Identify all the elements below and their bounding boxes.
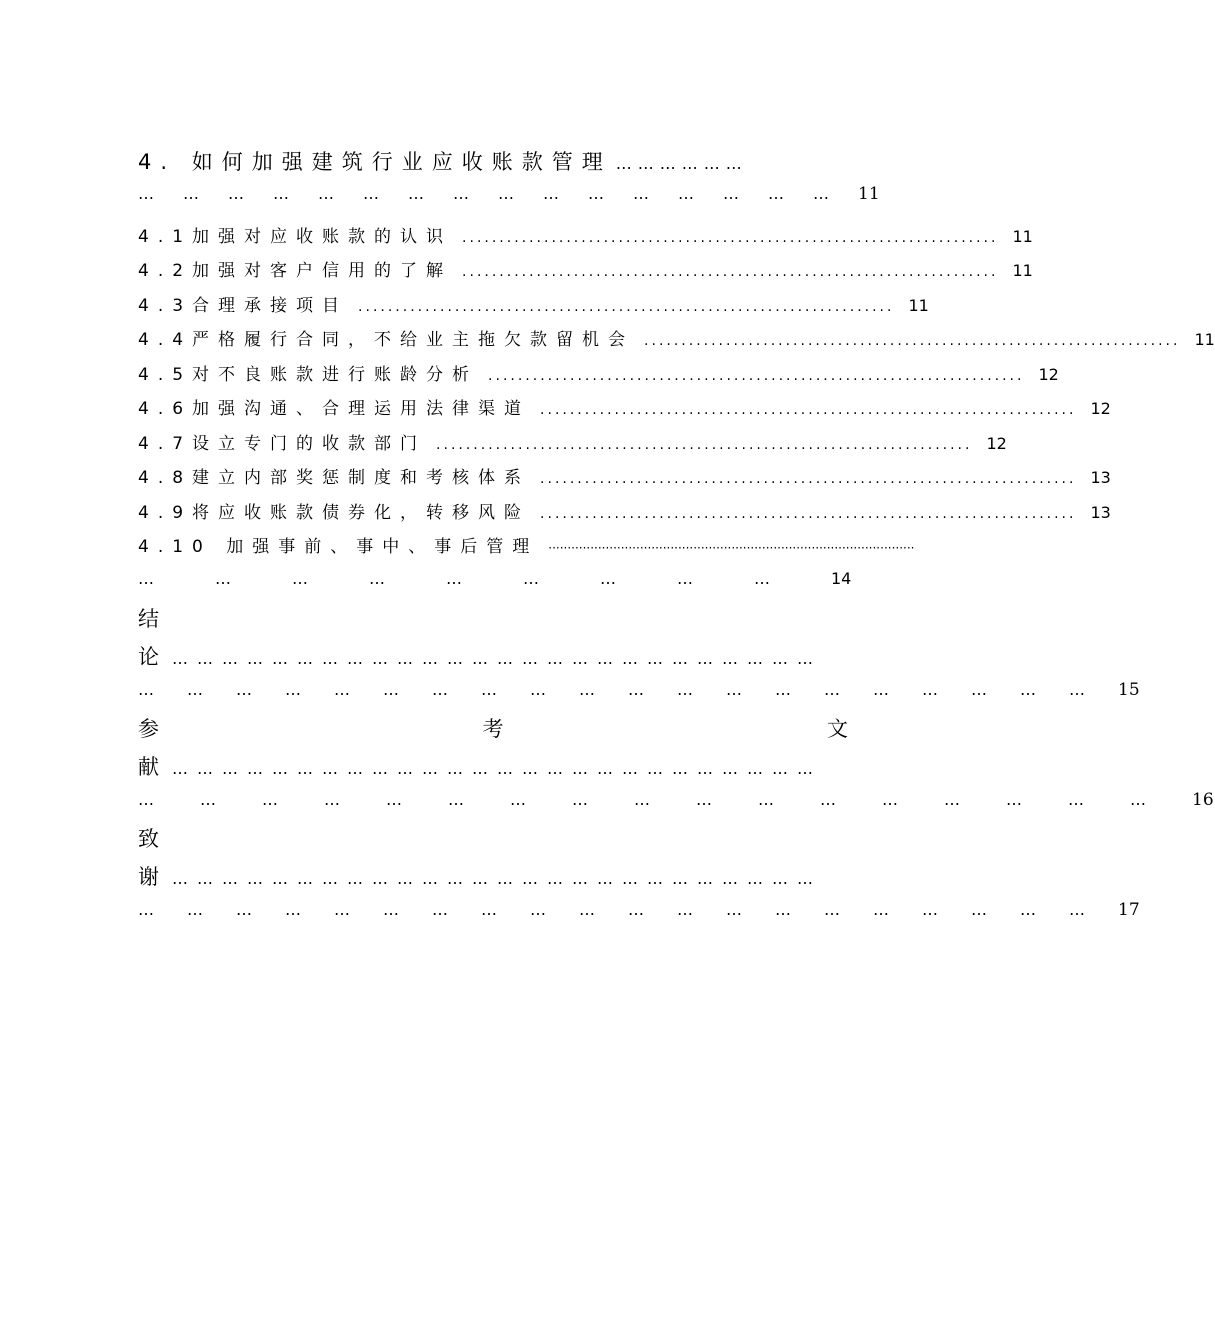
toc-leader: …………………………………………………………………… [172,869,822,888]
toc-page-number: 17 [1118,900,1140,920]
toc-leader: ........................................................................ [540,506,1077,522]
toc-conclusion-line2 [138,641,848,671]
toc-item-4-5 [138,360,1059,385]
toc-leader: ........................................................................ [540,402,1077,418]
toc-leader: ........................................................................ [358,299,895,315]
toc-leader: ……………………… [138,569,831,588]
toc-item-label: 4.2加强对客户信用的了解 [138,261,453,281]
toc-page-number: 16 [1192,790,1214,810]
toc-item-4-3 [138,291,929,316]
toc-leader: ........................................................................ [488,368,1025,384]
toc-page-number: 13 [1090,468,1111,487]
toc-item-4-6 [138,394,1111,419]
toc-item-label: 4.8建立内部奖惩制度和考核体系 [138,468,531,488]
toc-item-label: 4.7设立专门的收款部门 [138,434,427,454]
toc-references-char4: 献 [138,755,168,779]
toc-leader: ........................................................................ [644,333,1181,349]
toc-thanks-line3 [138,900,1140,920]
toc-chapter-4-title: 4. 如何加强建筑行业应收账款管理 [138,150,612,174]
toc-thanks-char1: 致 [138,827,168,851]
toc-references-line2 [138,751,848,781]
toc-references-char2: 考 [482,717,513,741]
toc-item-4-4 [138,325,1215,350]
toc-item-4-10-line1 [138,532,915,557]
toc-leader: ........................................................................ [462,264,999,280]
toc-thanks-char2: 谢 [138,865,168,889]
toc-references-line1 [138,713,848,743]
toc-page-number: 12 [986,434,1007,453]
toc-conclusion-line3 [138,680,1140,700]
toc-leader: ………………………………………… [138,184,858,203]
toc-page-number: 11 [1012,227,1033,246]
toc-item-label: 4.4严格履行合同，不给业主拖欠款留机会 [138,330,635,350]
toc-chapter-4-line1 [138,146,848,176]
toc-leader: ........................................................................ [436,437,973,453]
toc-item-label: 4.10 加强事前、事中、事后管理 [138,537,539,557]
toc-thanks-line2 [138,861,848,891]
toc-page-number: 12 [1038,365,1059,384]
toc-leader: ........................................................................ [540,471,1077,487]
toc-leader: …………………………………………………… [138,900,1118,919]
toc-leader: ........................................................................ [462,230,999,246]
toc-page-number: 14 [831,569,852,588]
toc-page-number: 11 [1194,330,1215,349]
toc-item-4-8 [138,463,1111,488]
toc-leader: …………………………………………………… [138,680,1118,699]
toc-item-4-10-line2 [138,569,852,588]
toc-item-label: 4.1加强对应收账款的认识 [138,227,453,247]
toc-conclusion-line1 [138,603,848,633]
toc-leader: …………………………………………… [138,790,1192,809]
toc-item-label: 4.9将应收账款债券化，转移风险 [138,503,531,523]
toc-chapter-4-trail: ……………… [615,154,748,173]
toc-page-number: 11 [908,296,929,315]
toc-conclusion-char1: 结 [138,607,168,631]
toc-leader: …………………………………………………………………… [172,649,822,668]
toc-references-char1: 参 [138,717,168,741]
toc-references-line3 [138,790,1214,810]
toc-item-4-2 [138,256,1033,281]
toc-chapter-4-line2 [138,184,880,204]
toc-page-number: 12 [1090,399,1111,418]
toc-leader: ································································································ [548,541,915,555]
toc-page-number: 13 [1090,503,1111,522]
toc-page-number: 11 [1012,261,1033,280]
toc-item-label: 4.3合理承接项目 [138,296,349,316]
toc-page-number: 11 [858,184,880,204]
toc-thanks-line1 [138,823,848,853]
toc-conclusion-char2: 论 [138,645,168,669]
toc-item-label: 4.6加强沟通、合理运用法律渠道 [138,399,531,419]
toc-page-number: 15 [1118,680,1140,700]
toc-item-4-9 [138,498,1111,523]
toc-references-char3: 文 [827,717,848,741]
toc-item-4-7 [138,429,1007,454]
toc-item-label: 4.5对不良账款进行账龄分析 [138,365,479,385]
toc-leader: …………………………………………………………………… [172,759,822,778]
toc-item-4-1 [138,222,1033,247]
